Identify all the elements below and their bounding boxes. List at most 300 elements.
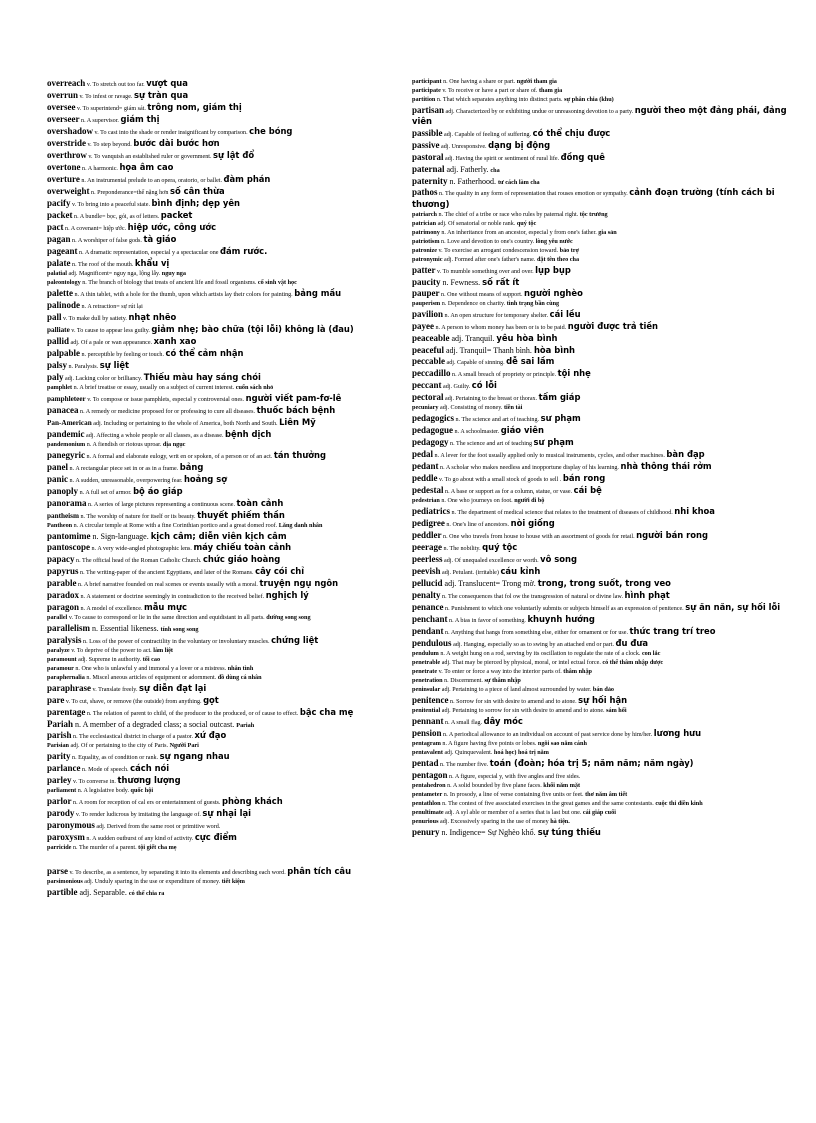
- dictionary-entry: [412, 96, 804, 104]
- dictionary-entry: [47, 742, 425, 750]
- entry-translation: người được trả tiền: [567, 321, 659, 332]
- entry-definition: Pertaining to sorrow for sin with desire to amend and to atone.: [452, 707, 605, 714]
- entry-word: overrun: [47, 90, 78, 100]
- entry-translation: tham gia: [538, 87, 563, 94]
- entry-definition: A figure having five points or lobes.: [448, 740, 537, 747]
- entry-part-of-speech: n.: [440, 465, 445, 472]
- entry-translation: khối năm mặt: [543, 781, 581, 789]
- entry-word: penalty: [412, 589, 441, 600]
- dictionary-entry: [47, 288, 425, 299]
- entry-part-of-speech: adj.: [444, 256, 453, 263]
- dictionary-entry: [412, 602, 804, 613]
- entry-part-of-speech: n.: [451, 510, 457, 517]
- entry-word: parricide: [47, 844, 72, 852]
- entry-part-of-speech: n.: [81, 304, 87, 310]
- entry-definition: The science and art of teaching: [456, 441, 533, 448]
- entry-definition: In prosody, a line of verse containing five units or feet.: [449, 791, 584, 798]
- entry-word: pendulous: [412, 637, 452, 648]
- entry-definition: To go about with a small stock of goods to sell .: [444, 477, 562, 484]
- dictionary-entry: [412, 87, 804, 95]
- entry-part-of-speech: n.: [440, 761, 445, 768]
- entry-word: patriarch: [412, 210, 437, 218]
- entry-translation: nhạt nhẽo: [128, 312, 177, 322]
- entry-word: pecuniary: [412, 404, 439, 412]
- entry-definition: To mumble something over and over.: [442, 268, 534, 275]
- dictionary-entry: [47, 222, 425, 233]
- entry-translation: sự tràn qua: [133, 90, 189, 100]
- entry-word: pamphlet: [47, 384, 73, 391]
- entry-word: pare: [47, 694, 65, 705]
- entry-word: palate: [47, 258, 71, 268]
- dictionary-entry: [412, 176, 804, 187]
- entry-translation: bình định; dẹp yên: [151, 198, 240, 208]
- entry-part-of-speech: n.: [81, 178, 86, 184]
- entry-translation: hòa bình: [533, 344, 576, 355]
- entry-translation: giảm nhẹ; bào chữa (tội lỗi) không là (đau): [151, 324, 354, 334]
- entry-translation: có thể chịu được: [532, 128, 611, 139]
- dictionary-entry: [412, 650, 804, 658]
- entry-definition: A very wide-angled photographic lens.: [97, 546, 192, 553]
- dictionary-entry: [412, 333, 804, 344]
- entry-word: paleontology: [47, 279, 81, 286]
- entry-part-of-speech: n.: [69, 466, 75, 472]
- entry-translation: phòng khách: [221, 796, 283, 807]
- entry-part-of-speech: v.: [88, 154, 93, 160]
- entry-word: peevish: [412, 566, 441, 577]
- entry-part-of-speech: v.: [71, 647, 76, 654]
- entry-definition: Capable of feeling of suffering.: [454, 132, 532, 139]
- entry-translation: nòi giống: [510, 518, 555, 529]
- entry-translation: đám rước.: [220, 246, 268, 256]
- entry-word: patronize: [412, 246, 437, 254]
- entry-part-of-speech: v.: [442, 88, 447, 94]
- entry-definition: A brief treatise or essay, usually on a subject of current interest.: [79, 385, 235, 391]
- entry-part-of-speech: adj.: [444, 749, 454, 756]
- entry-definition: One who travels from house to house with an assortment of goods for retail.: [449, 534, 635, 541]
- dictionary-entry: [412, 473, 804, 484]
- entry-word: penultimate: [412, 808, 444, 816]
- entry-part-of-speech: n.: [68, 364, 74, 370]
- dictionary-entry: [412, 638, 804, 649]
- entry-word: overreach: [47, 78, 86, 88]
- entry-translation: nhân tình: [227, 664, 254, 672]
- dictionary-entry: [47, 566, 425, 577]
- entry-translation: kịch câm; diễn viên kịch câm: [150, 531, 287, 541]
- entry-translation: sự ngang nhau: [159, 751, 230, 762]
- entry-word: parish: [47, 730, 72, 741]
- entry-word: pentahedron: [412, 781, 446, 789]
- entry-word: pantheism: [47, 512, 79, 520]
- entry-word: overshadow: [47, 126, 94, 136]
- entry-definition: Equality, as of condition or rank.: [78, 755, 159, 762]
- dictionary-entry: [47, 138, 425, 149]
- entry-definition: Miscel aneous articles of equipment or adornment.: [92, 674, 217, 681]
- dictionary-entry: [47, 114, 425, 125]
- entry-definition: To describe, as a sentence, by separating it into its elements and describing each word.: [75, 869, 286, 876]
- entry-word: passive: [412, 140, 440, 151]
- dictionary-entry: [412, 749, 804, 757]
- entry-definition: A periodical allowance to an individual on account of past service done by him/her.: [448, 731, 653, 738]
- entry-translation: địa ngục: [162, 441, 186, 448]
- entry-translation: quốc hội: [130, 787, 154, 795]
- entry-part-of-speech: n.: [441, 827, 448, 837]
- entry-translation: bậc cha mẹ: [299, 706, 354, 717]
- entry-word: parlor: [47, 796, 72, 807]
- entry-part-of-speech: n.: [91, 190, 96, 196]
- dictionary-entry: [412, 356, 804, 367]
- entry-word: peaceful: [412, 344, 444, 355]
- entry-translation: cuốn sách nhỏ: [235, 384, 274, 391]
- entry-part-of-speech: adj.: [444, 558, 453, 565]
- entry-word: pantomime: [47, 531, 91, 541]
- entry-part-of-speech: n.: [80, 409, 85, 415]
- entry-definition: A sudden outburst of any kind of activity.: [92, 836, 194, 843]
- entry-translation: vô song: [540, 554, 577, 565]
- entry-translation: sư phạm: [540, 413, 581, 424]
- entry-part-of-speech: n.: [438, 211, 444, 218]
- entry-part-of-speech: v.: [75, 812, 81, 819]
- entry-translation: dễ sai lầm: [506, 356, 555, 367]
- entry-definition: A statement or doctrine seemingly in contradiction to the received belief.: [86, 594, 265, 601]
- dictionary-entry: [47, 719, 425, 730]
- entry-definition: The murder of a parent.: [78, 845, 137, 852]
- entry-part-of-speech: v.: [92, 686, 97, 693]
- entry-definition: Capable of sinning.: [457, 360, 505, 367]
- entry-part-of-speech: n.: [73, 734, 78, 741]
- entry-word: parallel: [47, 614, 68, 622]
- dictionary-entry: [412, 677, 804, 685]
- entry-word: penurious: [412, 817, 439, 825]
- entry-definition: Translucent= Trong mờ.: [458, 579, 536, 589]
- dictionary-entry: [412, 614, 804, 625]
- dictionary-entry: [47, 186, 425, 197]
- entry-translation: bộ áo giáp: [133, 486, 183, 496]
- entry-definition: Anything that hangs from something else, either for ornament or for use.: [450, 629, 628, 636]
- entry-definition: One who is unlawful y and immoral y a lover or a mistress.: [81, 665, 227, 672]
- entry-definition: A thin tablet, with a hole for the thumb, upon which artists lay their colors for painting.: [80, 292, 293, 298]
- entry-word: pedagogue: [412, 425, 454, 436]
- entry-word: parable: [47, 578, 77, 589]
- entry-part-of-speech: adj.: [451, 334, 464, 344]
- entry-translation: hoảng sợ: [183, 474, 227, 484]
- entry-part-of-speech: n.: [450, 698, 455, 705]
- entry-definition: Punishment to which one voluntarily submits or subjects himself as an expression of penitence.: [451, 605, 684, 612]
- entry-translation: thuốc bách bệnh: [256, 405, 336, 415]
- entry-part-of-speech: adj.: [453, 641, 463, 648]
- dictionary-entry: [47, 542, 425, 553]
- entry-definition: The nobility.: [449, 546, 481, 553]
- entry-translation: số cân thừa: [169, 186, 225, 196]
- entry-part-of-speech: n.: [442, 277, 449, 287]
- dictionary-entry: [412, 78, 804, 86]
- entry-part-of-speech: v.: [439, 477, 444, 484]
- entry-definition: Love and devotion to one's country.: [447, 238, 535, 245]
- dictionary-entry: [412, 229, 804, 237]
- entry-part-of-speech: n.: [78, 582, 83, 589]
- entry-definition: Affecting a whole people or all classes, as a disease.: [96, 433, 224, 439]
- entry-part-of-speech: adj.: [70, 743, 80, 750]
- entry-translation: bảo trợ: [559, 246, 580, 254]
- entry-part-of-speech: adj.: [446, 360, 456, 367]
- entry-part-of-speech: v.: [77, 106, 82, 112]
- entry-word: pedal: [412, 449, 434, 460]
- entry-translation: người nghèo: [524, 288, 583, 299]
- entry-definition: A rectangular piece set in or as in a frame.: [75, 466, 179, 472]
- entry-word: passible: [412, 128, 443, 139]
- dictionary-entry: [47, 279, 425, 287]
- entry-translation: lương hưu: [653, 727, 702, 738]
- entry-definition: To cause to correspond or lie in the same direction and equidistant in all parts.: [74, 615, 265, 622]
- dictionary-entry: [47, 695, 425, 706]
- dictionary-entry: [412, 152, 804, 163]
- entry-word: pauperism: [412, 300, 441, 308]
- dictionary-entry: [412, 485, 804, 496]
- dictionary-entry: [47, 270, 425, 278]
- dictionary-entry: [47, 498, 425, 509]
- dictionary-entry: [47, 441, 425, 449]
- dictionary-entry: [412, 728, 804, 739]
- dictionary-entry: [412, 425, 804, 436]
- entry-translation: giáo viên: [500, 425, 544, 436]
- entry-word: partible: [47, 886, 78, 897]
- entry-word: panacea: [47, 405, 79, 415]
- entry-definition: To render ludicrous by imitating the language of.: [81, 812, 201, 819]
- dictionary-entry: [412, 542, 804, 553]
- entry-definition: Indigence= Sự Nghèo khổ.: [449, 827, 536, 837]
- entry-translation: khuynh hướng: [527, 613, 595, 624]
- entry-definition: A dramatic representation, especial y a spectacular one: [84, 250, 219, 256]
- entry-definition: A bias in favor of something.: [454, 617, 526, 624]
- entry-definition: A sudden, unreasonable, overpowering fear.: [75, 478, 183, 484]
- entry-translation: xanh xao: [153, 336, 197, 346]
- entry-definition: A room for reception of cal ers or entertainment of guests.: [78, 800, 221, 807]
- entry-translation: tội giết cha mẹ: [138, 844, 177, 852]
- entry-translation: Người Pari: [169, 742, 199, 750]
- entry-definition: A retraction= sự rút lại: [87, 304, 143, 310]
- entry-word: overture: [47, 174, 80, 184]
- entry-translation: tấm giáp: [538, 392, 581, 403]
- entry-part-of-speech: n.: [445, 629, 450, 636]
- entry-translation: cái giáp cuối: [582, 808, 616, 816]
- entry-translation: hình phạt: [624, 589, 670, 600]
- dictionary-entry: [47, 474, 425, 485]
- entry-translation: lụp bụp: [535, 264, 571, 275]
- entry-translation: người bán rong: [636, 530, 708, 541]
- entry-word: panegyric: [47, 450, 85, 460]
- entry-part-of-speech: n.: [441, 229, 446, 236]
- dictionary-entry: [412, 461, 804, 472]
- entry-translation: phân tích câu: [287, 865, 352, 876]
- entry-part-of-speech: n.: [445, 605, 450, 612]
- entry-part-of-speech: adj.: [437, 220, 447, 227]
- dictionary-entry: [47, 246, 425, 257]
- entry-translation: nguy nga: [161, 270, 186, 277]
- entry-part-of-speech: n.: [434, 453, 440, 460]
- entry-translation: người tham gia: [516, 78, 557, 85]
- dictionary-entry: [412, 140, 804, 151]
- entry-part-of-speech: v.: [86, 82, 92, 88]
- entry-definition: Of or pertaining to the city of Paris.: [81, 743, 169, 750]
- dictionary-entry: [47, 384, 425, 392]
- entry-definition: Essential likeness.: [100, 624, 159, 634]
- entry-word: palpable: [47, 348, 81, 358]
- entry-translation: làm liệt: [153, 646, 173, 654]
- entry-definition: perceptible by feeling or touch.: [87, 352, 164, 358]
- entry-definition: Tranquil= Thanh bình.: [459, 345, 532, 355]
- dictionary-entry: [47, 623, 425, 634]
- left-column: [47, 78, 425, 1100]
- entry-definition: Pertaining to a piece of land almost surrounded by water.: [452, 686, 592, 693]
- entry-translation: thức trang trí treo: [629, 625, 716, 636]
- entry-word: penance: [412, 601, 444, 612]
- entry-translation: yêu hòa bình: [496, 333, 558, 344]
- entry-part-of-speech: adj.: [440, 818, 449, 825]
- entry-definition: A member of a degraded class; a social outcast.: [82, 719, 235, 729]
- entry-part-of-speech: n.: [439, 191, 444, 198]
- entry-word: overtone: [47, 162, 81, 172]
- entry-part-of-speech: n.: [80, 606, 86, 613]
- dictionary-entry: [47, 348, 425, 359]
- dictionary-entry: [47, 820, 425, 831]
- dictionary-entry: [412, 300, 804, 308]
- entry-definition: A formal and elaborate eulogy, writ en or spoken, of a person or of an act.: [92, 454, 273, 460]
- entry-part-of-speech: adj.: [444, 579, 457, 589]
- entry-definition: The branch of biology that treats of ancient life and fossil organisms.: [88, 280, 257, 286]
- entry-word: partition: [412, 96, 436, 103]
- entry-part-of-speech: adj.: [444, 132, 454, 139]
- entry-word: paramour: [47, 664, 74, 672]
- entry-translation: sự liệt: [99, 360, 130, 370]
- entry-part-of-speech: n.: [79, 490, 85, 496]
- entry-word: pedestal: [412, 485, 444, 496]
- entry-definition: One without means of support.: [447, 292, 523, 299]
- entry-definition: A base or support as for a column, statue, or vase.: [450, 489, 573, 496]
- entry-translation: tà giáo: [143, 234, 177, 244]
- entry-part-of-speech: adj.: [441, 707, 451, 714]
- entry-part-of-speech: n.: [440, 650, 445, 657]
- entry-definition: Paralysis.: [74, 364, 99, 370]
- entry-translation: cáu kỉnh: [500, 566, 541, 577]
- entry-translation: cực điểm: [194, 832, 237, 843]
- dictionary-entry: [47, 808, 425, 819]
- dictionary-entry: [47, 405, 425, 416]
- entry-definition: An instrumental prelude to an opera, oratorio, or ballet.: [87, 178, 222, 184]
- entry-definition: To deprive of the power to act.: [76, 647, 152, 654]
- entry-part-of-speech: n.: [447, 782, 452, 789]
- entry-translation: nghịch lý: [265, 590, 309, 601]
- entry-translation: sự thâm nhập: [484, 676, 521, 684]
- entry-word: pendulum: [412, 649, 439, 657]
- entry-part-of-speech: n.: [79, 250, 84, 256]
- entry-word: penury: [412, 826, 440, 837]
- dictionary-entry: [47, 417, 425, 428]
- entry-part-of-speech: n.: [92, 624, 98, 634]
- entry-word: pamphleteer: [47, 395, 86, 403]
- entry-definition: The worship of nature for itself or its beauty.: [86, 514, 196, 520]
- entry-definition: A remedy or medicine proposed for or professing to cure all diseases.: [85, 409, 256, 415]
- entry-translation: Liên Mỹ: [279, 417, 316, 427]
- dictionary-entry: [47, 787, 425, 795]
- entry-part-of-speech: n.: [443, 534, 448, 541]
- entry-part-of-speech: adj.: [446, 165, 459, 175]
- entry-part-of-speech: n.: [455, 417, 461, 424]
- entry-definition: To superintend= giám sát.: [82, 106, 146, 112]
- dictionary-entry: [47, 878, 425, 886]
- entry-definition: Of senatorial or noble rank.: [448, 220, 516, 227]
- entry-definition: To stretch out too far.: [92, 82, 145, 88]
- entry-part-of-speech: n.: [80, 514, 86, 520]
- entry-definition: Characterized by or exhibiting undue or unreasoning devotion to a party.: [456, 109, 634, 115]
- entry-part-of-speech: adj.: [65, 376, 75, 382]
- entry-translation: người theo một đảng phái, đảng viên: [412, 105, 787, 127]
- entry-word: pedagogics: [412, 413, 455, 424]
- dictionary-entry: [47, 775, 425, 786]
- entry-word: packet: [47, 210, 73, 220]
- entry-word: peaceable: [412, 333, 450, 344]
- entry-translation: đồng quê: [560, 152, 605, 163]
- entry-translation: cuộc thi điền kinh: [655, 799, 703, 807]
- entry-part-of-speech: adj.: [441, 144, 451, 151]
- entry-definition: Derived from the same root or primitive word.: [106, 824, 221, 831]
- entry-definition: Fewness.: [450, 277, 481, 287]
- entry-part-of-speech: adj.: [70, 340, 80, 346]
- entry-definition: Dependence on charity.: [447, 301, 506, 308]
- entry-word: oversee: [47, 102, 76, 112]
- entry-word: parity: [47, 751, 71, 762]
- entry-definition: The chief of a tribe or race who rules by paternal right.: [444, 211, 579, 218]
- entry-part-of-speech: v.: [72, 202, 77, 208]
- entry-definition: That may be pierced by physical, moral, or intel ectual force.: [452, 659, 601, 666]
- entry-word: parsimonious: [47, 877, 83, 885]
- entry-translation: chứng liệt: [271, 634, 319, 645]
- entry-translation: thuyết phiếm thần: [197, 510, 285, 520]
- entry-word: paronymous: [47, 820, 95, 831]
- entry-part-of-speech: n.: [80, 570, 85, 577]
- dictionary-entry: [47, 174, 425, 185]
- entry-part-of-speech: adj.: [93, 421, 103, 427]
- entry-translation: hà tiện.: [550, 817, 570, 825]
- entry-part-of-speech: adj.: [84, 878, 94, 885]
- entry-word: patrician: [412, 219, 437, 227]
- entry-translation: đường song song: [266, 614, 311, 622]
- entry-translation: có lỗi: [471, 380, 497, 391]
- entry-translation: khẩu vị: [134, 258, 170, 268]
- entry-word: paternity: [412, 175, 448, 186]
- entry-word: pastoral: [412, 152, 444, 163]
- dictionary-entry: [47, 887, 425, 898]
- entry-word: peddle: [412, 473, 438, 484]
- entry-word: peccadillo: [412, 368, 451, 379]
- dictionary-entry: [47, 763, 425, 774]
- dictionary-entry: [412, 380, 804, 391]
- entry-definition: Sign-language.: [100, 532, 149, 541]
- entry-part-of-speech: adj.: [440, 405, 449, 412]
- entry-translation: trông nom, giám thị: [147, 102, 242, 112]
- dictionary-entry: [412, 128, 804, 139]
- entry-part-of-speech: n.: [77, 788, 83, 795]
- entry-definition: The writing-paper of the ancient Egyptians, and later of the Romans.: [86, 570, 254, 577]
- entry-definition: To cut, shave, or remove (the outside) from anything.: [71, 698, 202, 705]
- entry-definition: A scholar who makes needless and inopportune display of his learning.: [445, 465, 619, 472]
- entry-definition: Sorrow for sin with desire to amend and to atone.: [456, 698, 577, 705]
- entry-word: participant: [412, 78, 442, 85]
- entry-translation: tình trạng bần cùng: [506, 300, 560, 308]
- dictionary-entry: [47, 300, 425, 311]
- entry-translation: quý tộc: [516, 219, 537, 227]
- entry-word: parse: [47, 865, 68, 876]
- entry-definition: The department of medical science that relates to the treatment of diseases of childhood.: [457, 510, 673, 517]
- entry-definition: To enter or force a way into the interior parts of.: [444, 668, 562, 675]
